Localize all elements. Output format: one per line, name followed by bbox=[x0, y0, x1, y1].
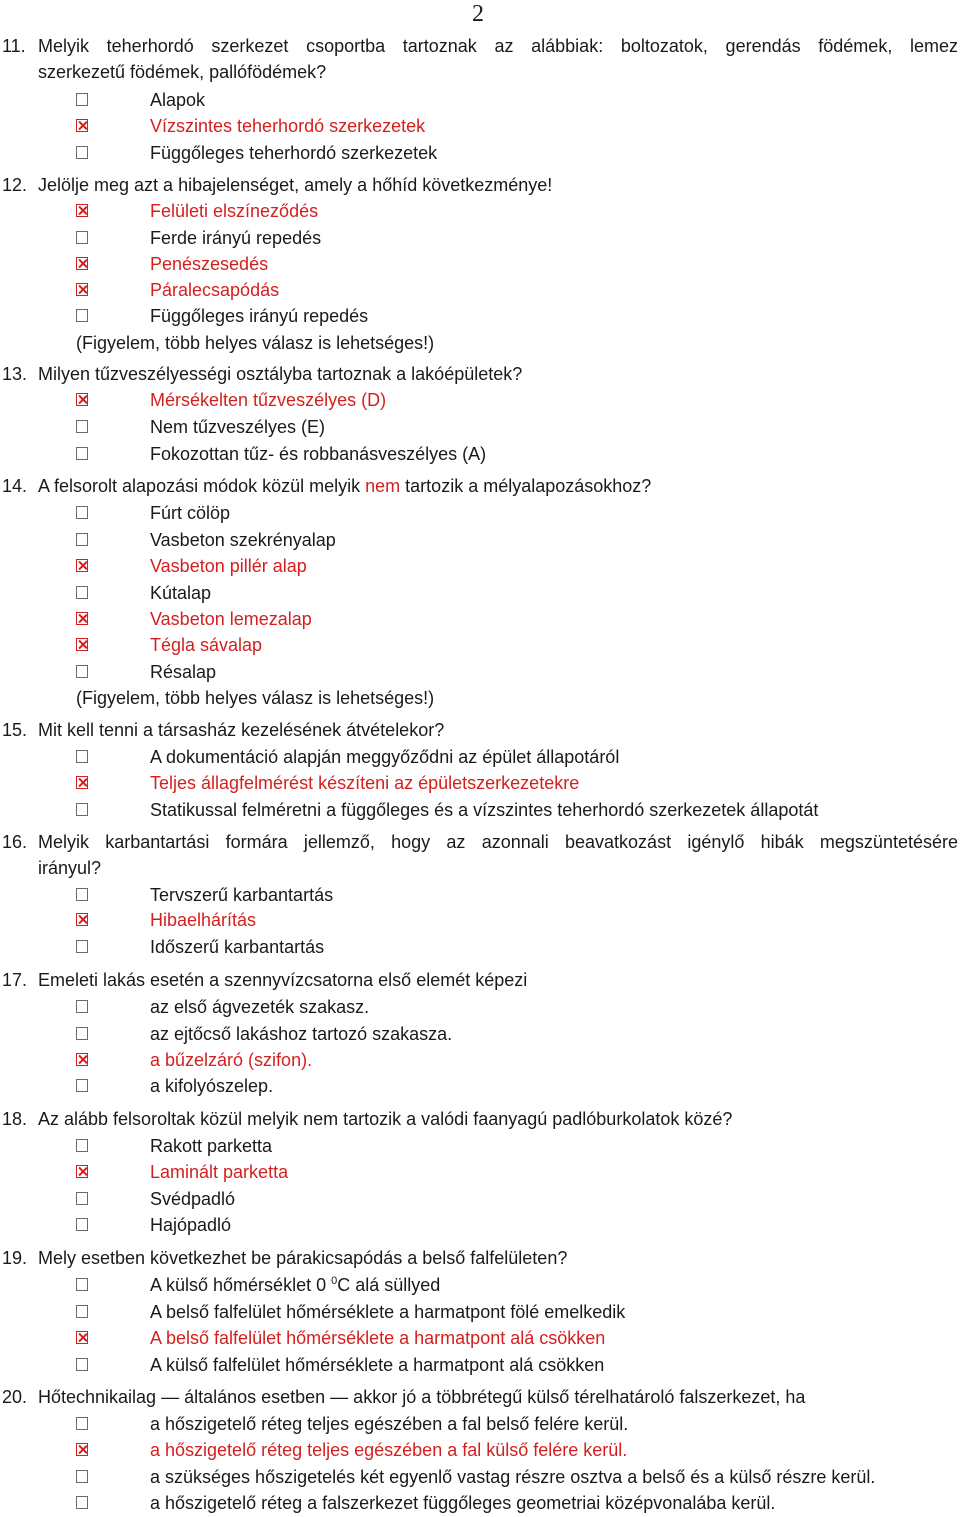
option-q14-7[interactable] bbox=[0, 659, 960, 685]
option-label: a szükséges hőszigetelés két egyenlő vastag részre osztva a belső és a külső részre kerül. bbox=[150, 1467, 876, 1487]
empty-checkbox-icon[interactable] bbox=[76, 93, 88, 106]
empty-checkbox-icon[interactable] bbox=[76, 506, 88, 519]
empty-checkbox-icon[interactable] bbox=[76, 533, 88, 546]
option-label: A belső falfelület hőmérséklete a harmatpont fölé emelkedik bbox=[150, 1302, 626, 1322]
question-text-part: A felsorolt alapozási módok közül melyik bbox=[38, 476, 366, 496]
option-q19-1[interactable] bbox=[0, 1272, 960, 1298]
crossed-checkbox-icon[interactable] bbox=[76, 1053, 88, 1066]
option-q12-3[interactable] bbox=[0, 251, 960, 277]
question-number: 19. bbox=[2, 1248, 28, 1268]
option-label: A dokumentáció alapján meggyőződni az épület állapotáról bbox=[150, 747, 620, 767]
option-q17-1[interactable] bbox=[0, 994, 960, 1020]
crossed-checkbox-icon[interactable] bbox=[76, 776, 88, 789]
option-q18-1[interactable] bbox=[0, 1133, 960, 1159]
option-label: Kútalap bbox=[150, 583, 212, 603]
option-label: Svédpadló bbox=[150, 1189, 236, 1209]
question-number: 11. bbox=[2, 36, 26, 56]
option-q18-4[interactable] bbox=[0, 1212, 960, 1238]
option-label: Függőleges irányú repedés bbox=[150, 306, 369, 326]
crossed-checkbox-icon[interactable] bbox=[76, 1331, 88, 1344]
option-label: a hőszigetelő réteg teljes egészében a fal külső felére kerül. bbox=[150, 1440, 628, 1460]
degree-superscript: 0 bbox=[331, 1275, 338, 1287]
question-text bbox=[38, 473, 958, 499]
question-text: Emeleti lakás esetén a szennyvízcsatorna első elemét képezi bbox=[38, 970, 528, 990]
option-label: Ferde irányú repedés bbox=[150, 228, 322, 248]
empty-checkbox-icon[interactable] bbox=[76, 1278, 88, 1291]
option-q11-3[interactable] bbox=[0, 140, 960, 166]
question-text: Milyen tűzveszélyességi osztályba tartoznak a lakóépületek? bbox=[38, 364, 523, 384]
option-q12-4[interactable] bbox=[0, 277, 960, 303]
option-label: A belső falfelület hőmérséklete a harmatpont alá csökken bbox=[150, 1328, 606, 1348]
crossed-checkbox-icon[interactable] bbox=[76, 283, 88, 296]
question-text: Melyik karbantartási formára jellemző, hogy az azonnali beavatkozást igénylő hibák megszüntetésére bbox=[38, 832, 958, 852]
multiple-answer-note: (Figyelem, több helyes válasz is lehetséges!) bbox=[76, 333, 435, 353]
option-label: Függőleges teherhordó szerkezetek bbox=[150, 143, 438, 163]
crossed-checkbox-icon[interactable] bbox=[76, 1165, 88, 1178]
option-label: Teljes állagfelmérést készíteni az épületszerkezetekre bbox=[150, 773, 580, 793]
option-label: Laminált parketta bbox=[150, 1162, 289, 1182]
option-q19-3[interactable] bbox=[0, 1325, 960, 1351]
empty-checkbox-icon[interactable] bbox=[76, 1000, 88, 1013]
empty-checkbox-icon[interactable] bbox=[76, 665, 88, 678]
option-q13-1[interactable] bbox=[0, 387, 960, 413]
option-label: Résalap bbox=[150, 662, 217, 682]
option-q12-1[interactable] bbox=[0, 198, 960, 224]
option-label: Időszerű karbantartás bbox=[150, 937, 325, 957]
question-text: Mit kell tenni a társasház kezelésének átvételekor? bbox=[38, 720, 445, 740]
empty-checkbox-icon[interactable] bbox=[76, 447, 88, 460]
option-q13-3[interactable] bbox=[0, 441, 960, 467]
empty-checkbox-icon[interactable] bbox=[76, 1358, 88, 1371]
empty-checkbox-icon[interactable] bbox=[76, 146, 88, 159]
question-number: 20. bbox=[2, 1387, 28, 1407]
emphasis-nem: nem bbox=[365, 476, 401, 496]
question-number: 17. bbox=[2, 970, 28, 990]
option-q20-4[interactable] bbox=[0, 1490, 960, 1516]
empty-checkbox-icon[interactable] bbox=[76, 231, 88, 244]
option-q20-3[interactable] bbox=[0, 1464, 960, 1490]
option-q12-2[interactable] bbox=[0, 225, 960, 251]
option-q14-1[interactable] bbox=[0, 500, 960, 526]
option-q11-2[interactable] bbox=[0, 113, 960, 139]
option-q18-2[interactable] bbox=[0, 1159, 960, 1185]
question-text-part: tartozik a mélyalapozásokhoz? bbox=[400, 476, 652, 496]
option-label: a hőszigetelő réteg a falszerkezet függőleges geometriai középvonalába kerül. bbox=[150, 1493, 776, 1513]
empty-checkbox-icon[interactable] bbox=[76, 1027, 88, 1040]
crossed-checkbox-icon[interactable] bbox=[76, 612, 88, 625]
option-q13-2[interactable] bbox=[0, 414, 960, 440]
option-label-part: A külső hőmérséklet 0 bbox=[150, 1275, 332, 1295]
empty-checkbox-icon[interactable] bbox=[76, 586, 88, 599]
option-q15-3[interactable] bbox=[0, 797, 960, 823]
crossed-checkbox-icon[interactable] bbox=[76, 638, 88, 651]
crossed-checkbox-icon[interactable] bbox=[76, 1443, 88, 1456]
option-label: A külső falfelület hőmérséklete a harmatpont alá csökken bbox=[150, 1355, 605, 1375]
option-label: Penészesedés bbox=[150, 254, 269, 274]
option-label: a hőszigetelő réteg teljes egészében a fal belső felére kerül. bbox=[150, 1414, 629, 1434]
multiple-answer-note: (Figyelem, több helyes válasz is lehetséges!) bbox=[76, 688, 435, 708]
option-q14-4[interactable] bbox=[0, 580, 960, 606]
empty-checkbox-icon[interactable] bbox=[76, 1417, 88, 1430]
question-number: 16. bbox=[2, 832, 28, 852]
option-q15-1[interactable] bbox=[0, 744, 960, 770]
option-label: Nem tűzveszélyes (E) bbox=[150, 417, 326, 437]
crossed-checkbox-icon[interactable] bbox=[76, 559, 88, 572]
option-q14-3[interactable] bbox=[0, 553, 960, 579]
crossed-checkbox-icon[interactable] bbox=[76, 257, 88, 270]
question-text: Hőtechnikailag — általános esetben — akkor jó a többrétegű külső térelhatároló falszerkezet, ha bbox=[38, 1387, 806, 1407]
empty-checkbox-icon[interactable] bbox=[76, 888, 88, 901]
option-label: Vasbeton lemezalap bbox=[150, 609, 312, 629]
question-number: 12. bbox=[2, 175, 28, 195]
option-label: Alapok bbox=[150, 90, 206, 110]
question-number: 18. bbox=[2, 1109, 28, 1129]
option-q19-2[interactable] bbox=[0, 1299, 960, 1325]
option-label: az első ágvezeték szakasz. bbox=[150, 997, 370, 1017]
option-q18-3[interactable] bbox=[0, 1186, 960, 1212]
option-label: Rakott parketta bbox=[150, 1136, 273, 1156]
option-label: a kifolyószelep. bbox=[150, 1076, 274, 1096]
option-q15-2[interactable] bbox=[0, 770, 960, 796]
option-label: az ejtőcső lakáshoz tartozó szakasza. bbox=[150, 1024, 453, 1044]
crossed-checkbox-icon[interactable] bbox=[76, 204, 88, 217]
empty-checkbox-icon[interactable] bbox=[76, 1079, 88, 1092]
option-label-part: C alá süllyed bbox=[337, 1275, 441, 1295]
empty-checkbox-icon[interactable] bbox=[76, 309, 88, 322]
option-label: Fúrt cölöp bbox=[150, 503, 231, 523]
option-q12-5[interactable] bbox=[0, 303, 960, 329]
question-text-continued: irányul? bbox=[38, 858, 102, 878]
option-q17-3[interactable] bbox=[0, 1047, 960, 1073]
option-q16-1[interactable] bbox=[0, 882, 960, 908]
empty-checkbox-icon[interactable] bbox=[76, 1192, 88, 1205]
question-number: 14. bbox=[2, 476, 28, 496]
question-text-continued: szerkezetű födémek, pallófödémek? bbox=[38, 62, 327, 82]
option-q14-2[interactable] bbox=[0, 527, 960, 553]
question-text: Az alább felsoroltak közül melyik nem tartozik a valódi faanyagú padlóburkolatok közé? bbox=[38, 1109, 733, 1129]
option-label: Felületi elszíneződés bbox=[150, 201, 319, 221]
page-number: 2 bbox=[472, 1, 484, 27]
option-q19-4[interactable] bbox=[0, 1352, 960, 1378]
empty-checkbox-icon[interactable] bbox=[76, 940, 88, 953]
empty-checkbox-icon[interactable] bbox=[76, 750, 88, 763]
empty-checkbox-icon[interactable] bbox=[76, 420, 88, 433]
option-label: Vasbeton pillér alap bbox=[150, 556, 307, 576]
question-text: Jelölje meg azt a hibajelenséget, amely a hőhíd következménye! bbox=[38, 175, 553, 195]
crossed-checkbox-icon[interactable] bbox=[76, 119, 88, 132]
option-q16-3[interactable] bbox=[0, 934, 960, 960]
option-label bbox=[150, 1272, 440, 1298]
option-label: a bűzelzáró (szifon). bbox=[150, 1050, 313, 1070]
option-label: Fokozottan tűz- és robbanásveszélyes (A) bbox=[150, 444, 487, 464]
option-label: Hibaelhárítás bbox=[150, 910, 257, 930]
question-text: Melyik teherhordó szerkezet csoportba tartoznak az alábbiak: boltozatok, gerendás födémek, lemez bbox=[38, 36, 958, 56]
option-q20-2[interactable] bbox=[0, 1437, 960, 1463]
option-label: Páralecsapódás bbox=[150, 280, 280, 300]
empty-checkbox-icon[interactable] bbox=[76, 1305, 88, 1318]
option-q20-1[interactable] bbox=[0, 1411, 960, 1437]
option-label: Vízszintes teherhordó szerkezetek bbox=[150, 116, 426, 136]
crossed-checkbox-icon[interactable] bbox=[76, 913, 88, 926]
empty-checkbox-icon[interactable] bbox=[76, 1139, 88, 1152]
option-label: Mérsékelten tűzveszélyes (D) bbox=[150, 390, 387, 410]
option-label: Vasbeton szekrényalap bbox=[150, 530, 336, 550]
empty-checkbox-icon[interactable] bbox=[76, 803, 88, 816]
option-label: Tégla sávalap bbox=[150, 635, 263, 655]
crossed-checkbox-icon[interactable] bbox=[76, 393, 88, 406]
option-q16-2[interactable] bbox=[0, 907, 960, 933]
empty-checkbox-icon[interactable] bbox=[76, 1470, 88, 1483]
empty-checkbox-icon[interactable] bbox=[76, 1218, 88, 1231]
option-label: Statikussal felméretni a függőleges és a vízszintes teherhordó szerkezetek állapotát bbox=[150, 800, 819, 820]
option-q17-2[interactable] bbox=[0, 1021, 960, 1047]
question-number: 15. bbox=[2, 720, 28, 740]
question-number: 13. bbox=[2, 364, 28, 384]
option-q11-1[interactable] bbox=[0, 87, 960, 113]
option-q14-6[interactable] bbox=[0, 632, 960, 658]
question-text: Mely esetben következhet be párakicsapódás a belső falfelületen? bbox=[38, 1248, 568, 1268]
empty-checkbox-icon[interactable] bbox=[76, 1496, 88, 1509]
option-label: Tervszerű karbantartás bbox=[150, 885, 334, 905]
option-label: Hajópadló bbox=[150, 1215, 232, 1235]
option-q14-5[interactable] bbox=[0, 606, 960, 632]
option-q17-4[interactable] bbox=[0, 1073, 960, 1099]
